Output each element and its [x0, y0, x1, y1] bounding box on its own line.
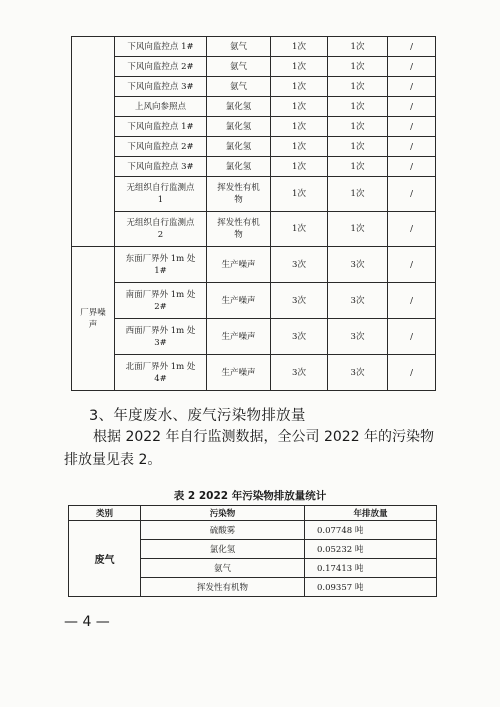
pollutant-cell [207, 177, 271, 212]
frequency-cell: 3次 [271, 247, 328, 283]
noise-category-cell [72, 247, 115, 391]
note-cell: / [388, 117, 436, 137]
note-cell: / [388, 177, 436, 212]
note-cell: / [388, 157, 436, 177]
pollutant-cell: 生产噪声 [207, 283, 271, 319]
table-row [72, 247, 436, 283]
point-line-1: 南面厂界外 1m 处 [125, 289, 196, 300]
point-line-1: 无组织自行监测点 [126, 218, 195, 228]
pollutant-line-1: 挥发性有机 [217, 218, 260, 228]
header-amount: 年排放量 [305, 506, 437, 521]
pollutant-cell: 氨气 [207, 77, 271, 97]
frequency-cell: 3次 [328, 355, 388, 391]
table-row [72, 137, 436, 157]
frequency-cell: 1次 [328, 77, 388, 97]
frequency-cell: 1次 [271, 177, 328, 212]
point-cell: 下风向监控点 3# [115, 157, 207, 177]
table-row [72, 117, 436, 137]
frequency-cell: 1次 [271, 137, 328, 157]
point-cell: 上风向参照点 [115, 97, 207, 117]
frequency-cell: 3次 [271, 283, 328, 319]
frequency-cell: 1次 [328, 57, 388, 77]
frequency-cell: 1次 [271, 117, 328, 137]
point-line-2: 4# [154, 373, 167, 384]
pollutant-line-2: 物 [234, 195, 243, 205]
frequency-cell: 1次 [328, 97, 388, 117]
table-row [72, 212, 436, 247]
pollutant-line-2: 物 [234, 230, 243, 240]
point-cell: 下风向监控点 3# [115, 77, 207, 97]
table-header-row [69, 506, 437, 521]
category-cell-blank [72, 37, 115, 247]
pollutant-cell: 氨气 [207, 57, 271, 77]
point-line-2: 1 [157, 195, 164, 205]
pollutant-cell: 氨气 [141, 559, 305, 578]
frequency-cell: 1次 [328, 177, 388, 212]
note-cell: / [388, 247, 436, 283]
point-line-1: 东面厂界外 1m 处 [125, 253, 196, 264]
frequency-cell: 1次 [271, 37, 328, 57]
table-row [69, 521, 437, 540]
amount-cell: 0.17413 吨 [305, 559, 437, 578]
pollutant-cell: 氨气 [207, 37, 271, 57]
frequency-cell: 1次 [271, 57, 328, 77]
pollutant-line-1: 挥发性有机 [217, 183, 260, 193]
point-line-2: 2# [154, 301, 167, 312]
frequency-cell: 1次 [271, 212, 328, 247]
point-cell: 下风向监控点 2# [115, 137, 207, 157]
frequency-cell: 1次 [328, 137, 388, 157]
point-line-1: 无组织自行监测点 [126, 183, 195, 193]
table-row [72, 97, 436, 117]
note-cell: / [388, 283, 436, 319]
table-row [72, 77, 436, 97]
table-row [72, 57, 436, 77]
point-cell [115, 355, 207, 391]
frequency-cell: 3次 [328, 247, 388, 283]
frequency-cell: 1次 [271, 97, 328, 117]
frequency-cell: 1次 [271, 157, 328, 177]
note-cell: / [388, 319, 436, 355]
pollutant-cell: 氯化氢 [207, 97, 271, 117]
point-cell: 下风向监控点 1# [115, 117, 207, 137]
point-line-2: 3# [154, 337, 167, 348]
monitoring-table [71, 36, 436, 391]
header-pollutant: 污染物 [141, 506, 305, 521]
pollutant-cell: 氯化氢 [207, 137, 271, 157]
emissions-table [68, 505, 437, 597]
note-cell: / [388, 97, 436, 117]
frequency-cell: 3次 [328, 319, 388, 355]
table-row [72, 355, 436, 391]
note-cell: / [388, 57, 436, 77]
point-cell [115, 177, 207, 212]
point-line-2: 2 [157, 230, 164, 240]
pollutant-cell: 挥发性有机物 [141, 578, 305, 597]
pollutant-cell: 氯化氢 [207, 117, 271, 137]
category-line-1: 厂界噪 [80, 307, 106, 318]
frequency-cell: 1次 [328, 212, 388, 247]
point-line-1: 北面厂界外 1m 处 [125, 361, 196, 372]
point-line-1: 西面厂界外 1m 处 [125, 325, 196, 336]
point-cell [115, 283, 207, 319]
header-category: 类别 [69, 506, 141, 521]
page-number: — 4 — [64, 614, 110, 630]
body-paragraph: 根据 2022 年自行监测数据，全公司 2022 年的污染物排放量见表 2。 [64, 429, 435, 468]
category-line-2: 声 [88, 319, 98, 330]
note-cell: / [388, 37, 436, 57]
category-cell: 废气 [69, 521, 141, 597]
table-row [72, 37, 436, 57]
point-line-2: 1# [154, 265, 167, 276]
pollutant-cell: 硫酸雾 [141, 521, 305, 540]
note-cell: / [388, 77, 436, 97]
point-cell [115, 212, 207, 247]
note-cell: / [388, 355, 436, 391]
table-row [72, 157, 436, 177]
frequency-cell: 3次 [271, 355, 328, 391]
amount-cell: 0.05232 吨 [305, 540, 437, 559]
pollutant-cell: 氯化氢 [141, 540, 305, 559]
pollutant-cell: 生产噪声 [207, 247, 271, 283]
table-caption: 表 2 2022 年污染物排放量统计 [173, 490, 327, 502]
table-row [72, 283, 436, 319]
section-heading: 3、年度废水、废气污染物排放量 [89, 408, 306, 424]
table-row [72, 319, 436, 355]
amount-cell: 0.09357 吨 [305, 578, 437, 597]
note-cell: / [388, 137, 436, 157]
pollutant-cell [207, 212, 271, 247]
frequency-cell: 1次 [328, 117, 388, 137]
point-cell [115, 247, 207, 283]
frequency-cell: 3次 [271, 319, 328, 355]
amount-cell: 0.07748 吨 [305, 521, 437, 540]
pollutant-cell: 生产噪声 [207, 355, 271, 391]
note-cell: / [388, 212, 436, 247]
point-cell: 下风向监控点 2# [115, 57, 207, 77]
table-row [72, 177, 436, 212]
point-cell: 下风向监控点 1# [115, 37, 207, 57]
frequency-cell: 1次 [328, 157, 388, 177]
frequency-cell: 1次 [328, 37, 388, 57]
frequency-cell: 1次 [271, 77, 328, 97]
pollutant-cell: 生产噪声 [207, 319, 271, 355]
pollutant-cell: 氯化氢 [207, 157, 271, 177]
frequency-cell: 3次 [328, 283, 388, 319]
point-cell [115, 319, 207, 355]
